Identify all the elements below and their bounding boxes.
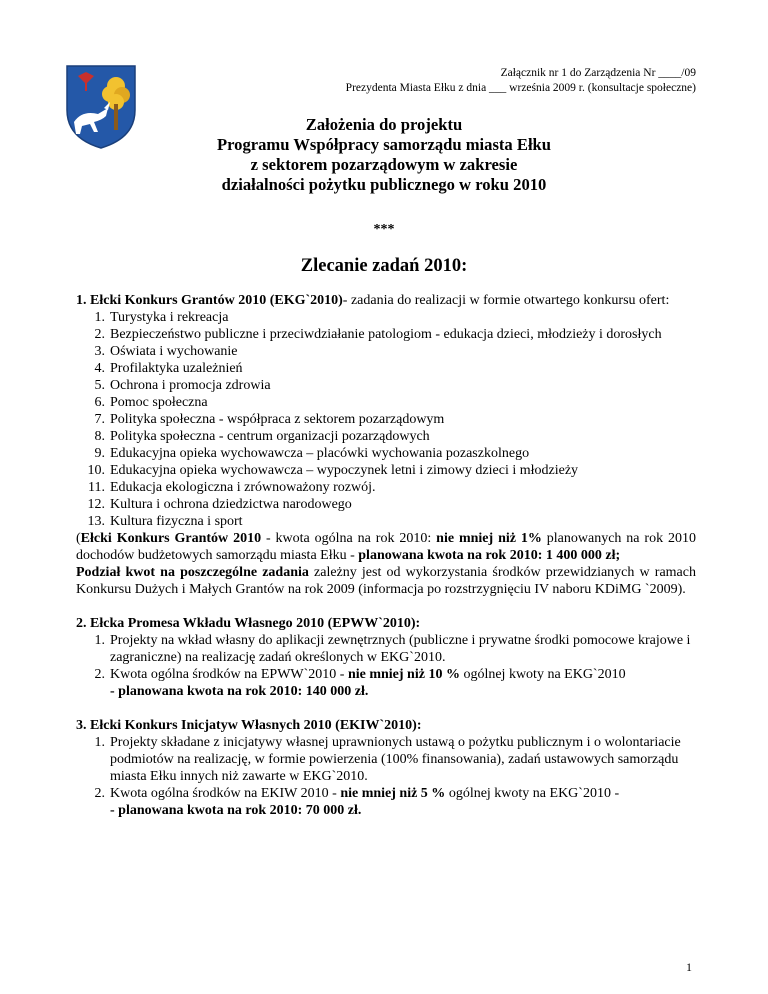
title-line-2: Programu Współpracy samorządu miasta Ełku (216, 135, 552, 154)
list-item-number: 2. (94, 327, 105, 342)
list-item (76, 666, 696, 700)
division-note-text: zależny jest od wykorzystania środków przewidzianych w ramach Konkursu Dużych i Małych Grantów na rok 2009 (informacja po rozstrzygnięciu IV naboru KDiMG `2009). (76, 565, 696, 597)
budget-note-bold-2: nie mniej niż 1% (436, 531, 542, 546)
list-item-number: 3. (94, 344, 105, 359)
list-item-number: 1. (94, 310, 105, 325)
budget-note-open: ( (76, 531, 81, 546)
section-2-list (76, 632, 696, 700)
list-item-number: 6. (94, 395, 105, 410)
section-2-item-2-text-2: ogólnej kwoty na EKG`2010 (459, 667, 626, 682)
section-3-title-text: 3. Ełcki Konkurs Inicjatyw Własnych 2010 (EKIW`2010): (76, 718, 422, 733)
budget-note (76, 530, 696, 564)
list-item-text: Projekty na wkład własny do aplikacji zewnętrznych (publiczne i prywatne środki pomocowe krajowe i zagraniczne) na realizację zadań określonych w EKG`2010. (110, 633, 691, 665)
section-heading: Zlecanie zadań 2010: (300, 256, 468, 276)
list-item-text: Profilaktyka uzależnień (110, 361, 243, 376)
title-line-1: Założenia do projektu (305, 115, 463, 134)
list-item (76, 343, 696, 360)
list-item (76, 377, 696, 394)
title-line-4: działalności pożytku publicznego w roku 2010 (221, 175, 547, 194)
list-item-number: 9. (94, 446, 105, 461)
list-item-text: Ochrona i promocja zdrowia (110, 378, 271, 393)
document-body (76, 292, 696, 819)
list-item (76, 734, 696, 785)
document-title (100, 115, 668, 195)
attachment-header (346, 66, 696, 96)
section-3-item-2-text: Kwota ogólna środków na EKIW 2010 - (110, 786, 341, 801)
list-item (76, 513, 696, 530)
list-item (76, 309, 696, 326)
list-item-number: 1. (94, 735, 105, 750)
list-item-text: Kultura i ochrona dziedzictwa narodowego (110, 497, 352, 512)
list-item (76, 445, 696, 462)
list-item-text (110, 666, 696, 700)
budget-note-bold-1: Ełcki Konkurs Grantów 2010 (80, 531, 262, 546)
section-3-item-2-bold-2: - planowana kwota na rok 2010: 70 000 zł. (110, 803, 362, 818)
list-item-number: 10. (87, 463, 105, 478)
list-item-text: Polityka społeczna - współpraca z sektorem pozarządowym (110, 412, 445, 427)
division-note (76, 564, 696, 598)
section-2-item-2-text: Kwota ogólna środków na EPWW`2010 - (110, 667, 348, 682)
list-item (76, 326, 696, 343)
list-item (76, 785, 696, 819)
section-2-item-2-bold: nie mniej niż 10 % (347, 667, 460, 682)
list-item-text: Turystyka i rekreacja (110, 310, 229, 325)
list-item-text: Edukacyjna opieka wychowawcza – wypoczynek letni i zimowy dzieci i młodzieży (110, 463, 579, 478)
list-item-number: 12. (87, 497, 105, 512)
list-item (76, 428, 696, 445)
section-1-intro (76, 292, 696, 309)
list-item-text: Oświata i wychowanie (110, 344, 238, 359)
list-item (76, 496, 696, 513)
section-3-item-2-bold: nie mniej niż 5 % (340, 786, 446, 801)
list-item (76, 360, 696, 377)
section-1-title-rest: - zadania do realizacji w formie otwartego konkursu ofert: (342, 293, 670, 308)
list-item-number: 5. (94, 378, 105, 393)
list-item-text: Polityka społeczna - centrum organizacji pozarządowych (110, 429, 430, 444)
list-item-number: 1. (94, 633, 105, 648)
section-3-item-2-text-2: ogólnej kwoty na EKG`2010 - (445, 786, 620, 801)
list-item (76, 479, 696, 496)
list-item-number: 4. (94, 361, 105, 376)
list-item (76, 411, 696, 428)
list-item (76, 462, 696, 479)
section-2-title-text: 2. Ełcka Promesa Wkładu Własnego 2010 (EPWW`2010): (76, 616, 421, 631)
section-3-title (76, 717, 696, 734)
section-1-title: 1. Ełcki Konkurs Grantów 2010 (EKG`2010) (76, 293, 343, 308)
list-item-text: Pomoc społeczna (110, 395, 208, 410)
budget-note-bold-3: planowana kwota na rok 2010: 1 400 000 zł; (358, 548, 621, 563)
list-item-number: 2. (94, 786, 105, 801)
list-item-text: Projekty składane z inicjatywy własnej uprawnionych ustawą o pożytku publicznym i o wolontariacie podmiotów na realizację, w formie powierzenia (100% finansowania), zadań ustawowych samorządu miasta Ełku innych niż zawarte w EKG`2010. (110, 735, 681, 784)
title-line-3: z sektorem pozarządowym w zakresie (250, 155, 518, 174)
budget-note-text-1: - kwota ogólna na rok 2010: (261, 531, 437, 546)
page-number: 1 (686, 960, 692, 974)
section-2-title (76, 615, 696, 632)
list-item-number: 13. (87, 514, 105, 529)
list-item-text: Bezpieczeństwo publiczne i przeciwdziałanie patologiom - edukacja dzieci, młodzieży i dorosłych (110, 327, 662, 342)
separator: *** (373, 222, 395, 237)
section-1-task-list (76, 309, 696, 530)
section-3 (76, 717, 696, 819)
list-item-text: Kultura fizyczna i sport (110, 514, 243, 529)
list-item-text: Edukacja ekologiczna i zrównoważony rozwój. (110, 480, 376, 495)
list-item-number: 2. (94, 667, 105, 682)
list-item-number: 8. (94, 429, 105, 444)
section-2-item-2-bold-2: - planowana kwota na rok 2010: 140 000 zł. (110, 684, 369, 699)
list-item (76, 632, 696, 666)
section-3-list (76, 734, 696, 819)
section-2 (76, 615, 696, 700)
list-item (76, 394, 696, 411)
section-1 (76, 292, 696, 530)
list-item-number: 11. (88, 480, 105, 495)
division-note-bold: Podział kwot na poszczególne zadania (76, 565, 309, 580)
attachment-line-2: Prezydenta Miasta Ełku z dnia ___ września 2009 r. (konsultacje społeczne) (345, 82, 696, 94)
list-item-text: Edukacyjna opieka wychowawcza – placówki wychowania pozaszkolnego (110, 446, 530, 461)
attachment-line-1: Załącznik nr 1 do Zarządzenia Nr ____/09 (500, 67, 696, 79)
list-item-text (110, 785, 696, 819)
budget-note-text-2: planowanych na rok 2010 dochodów budżetowych samorządu miasta Ełku - (76, 531, 696, 563)
list-item-number: 7. (94, 412, 105, 427)
